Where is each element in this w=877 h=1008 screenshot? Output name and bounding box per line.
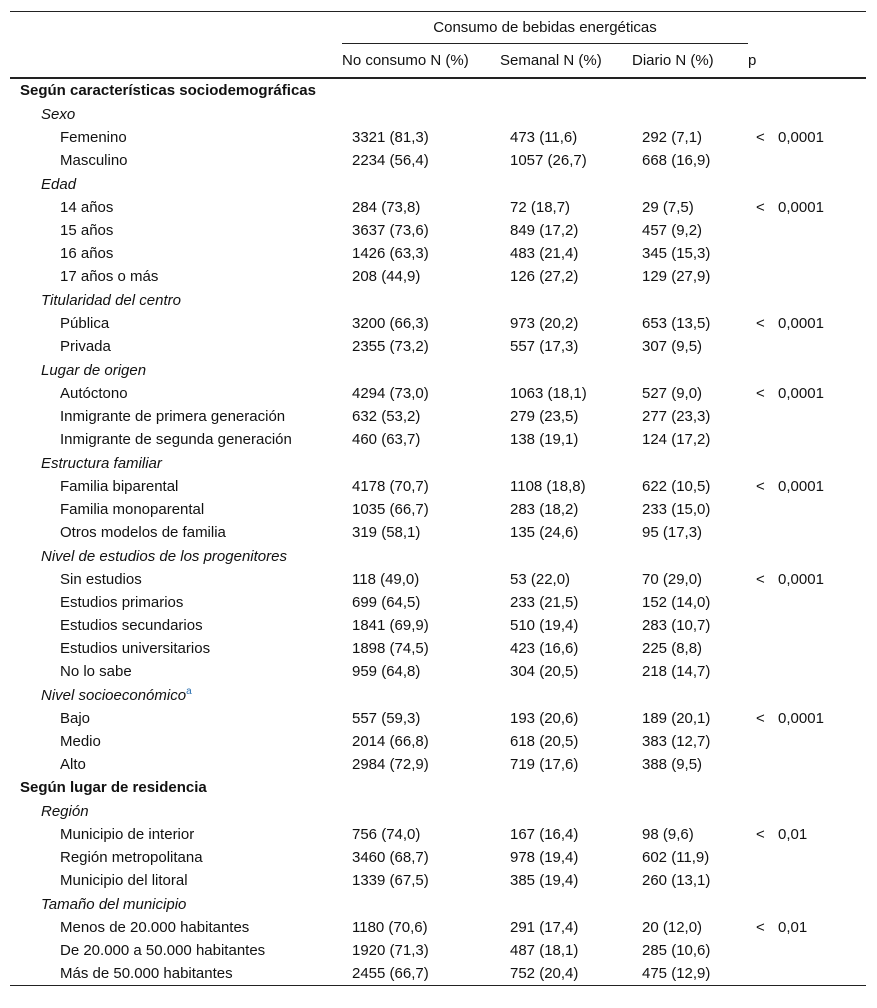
value-no-consumo: 284 (73,8)	[352, 199, 421, 216]
value-diario: 225 (8,8)	[642, 640, 703, 657]
p-value	[776, 428, 866, 451]
category-name: Titularidad del centro	[41, 291, 181, 309]
table-header	[10, 12, 866, 79]
p-value	[776, 660, 866, 683]
table-row	[10, 405, 866, 428]
table-row	[10, 521, 866, 544]
header-p: p	[748, 44, 776, 79]
p-value	[776, 846, 866, 869]
category-name: Estructura familiar	[41, 454, 162, 472]
value-no-consumo: 319 (58,1)	[352, 524, 421, 541]
value-semanal: 126 (27,2)	[510, 268, 579, 285]
row-label: Alto	[60, 756, 86, 773]
p-value	[776, 869, 866, 892]
value-diario: 20 (12,0)	[642, 919, 703, 936]
p-value	[776, 265, 866, 288]
value-semanal: 483 (21,4)	[510, 245, 579, 262]
value-diario: 602 (11,9)	[642, 849, 710, 866]
value-diario: 70 (29,0)	[642, 571, 703, 588]
p-comparator	[748, 591, 776, 614]
value-diario: 457 (9,2)	[642, 222, 703, 239]
row-label: Estudios secundarios	[60, 617, 203, 634]
row-label: 15 años	[60, 222, 114, 239]
p-comparator	[748, 660, 776, 683]
table-row	[10, 568, 866, 591]
section-title: Según características sociodemográficas	[20, 82, 316, 99]
table-row	[10, 869, 866, 892]
row-label: Inmigrante de segunda generación	[60, 431, 292, 448]
value-diario: 668 (16,9)	[642, 152, 711, 169]
p-value: 0,0001	[778, 710, 824, 727]
category-name: Nivel socioeconómico	[41, 687, 187, 704]
row-label: Femenino	[60, 129, 127, 146]
header-diario: Diario N (%)	[632, 44, 748, 79]
table-row	[10, 614, 866, 637]
p-value	[776, 614, 866, 637]
p-value: 0,01	[778, 826, 808, 843]
category-row	[10, 358, 866, 382]
table-row	[10, 707, 866, 730]
value-no-consumo: 1898 (74,5)	[352, 640, 429, 657]
section-row	[10, 776, 866, 799]
table-row	[10, 823, 866, 846]
p-value	[776, 149, 866, 172]
p-comparator: <	[756, 478, 765, 495]
category-label	[10, 102, 866, 126]
value-diario: 260 (13,1)	[642, 872, 711, 889]
value-diario: 283 (10,7)	[642, 617, 711, 634]
p-comparator	[748, 637, 776, 660]
p-comparator	[748, 753, 776, 776]
value-semanal: 557 (17,3)	[510, 338, 579, 355]
footnote-marker[interactable]: a	[186, 686, 192, 697]
table-row	[10, 196, 866, 219]
p-value	[776, 335, 866, 358]
value-semanal: 423 (16,6)	[510, 640, 579, 657]
p-value: 0,01	[778, 919, 808, 936]
value-no-consumo: 1920 (71,3)	[352, 942, 429, 959]
value-semanal: 1063 (18,1)	[510, 385, 587, 402]
p-value	[776, 405, 866, 428]
category-name: Lugar de origen	[41, 361, 147, 379]
table-row	[10, 660, 866, 683]
category-row	[10, 288, 866, 312]
category-label	[10, 172, 866, 196]
category-label	[10, 358, 866, 382]
category-name: Edad	[41, 175, 77, 193]
value-semanal: 291 (17,4)	[510, 919, 579, 936]
p-value: 0,0001	[778, 315, 824, 332]
value-diario: 277 (23,3)	[642, 408, 711, 425]
value-diario: 98 (9,6)	[642, 826, 694, 843]
value-semanal: 752 (20,4)	[500, 962, 632, 986]
table-row	[10, 149, 866, 172]
value-no-consumo: 1426 (63,3)	[352, 245, 429, 262]
energy-drinks-table	[10, 11, 866, 986]
section-row	[10, 78, 866, 102]
p-value	[776, 637, 866, 660]
p-value	[776, 219, 866, 242]
p-comparator	[748, 335, 776, 358]
p-comparator: <	[756, 710, 765, 727]
table-row	[10, 591, 866, 614]
p-value	[776, 753, 866, 776]
value-no-consumo: 557 (59,3)	[352, 710, 421, 727]
p-value: 0,0001	[778, 199, 824, 216]
p-value	[776, 962, 866, 986]
p-comparator	[748, 869, 776, 892]
category-row	[10, 102, 866, 126]
row-label: Sin estudios	[60, 571, 142, 588]
table-row	[10, 846, 866, 869]
p-value: 0,0001	[778, 571, 824, 588]
value-semanal: 283 (18,2)	[510, 501, 579, 518]
value-diario: 152 (14,0)	[642, 594, 711, 611]
category-row	[10, 799, 866, 823]
p-comparator	[748, 498, 776, 521]
row-label: Familia monoparental	[60, 501, 205, 518]
value-diario: 383 (12,7)	[642, 733, 711, 750]
header-no-consumo: No consumo N (%)	[342, 44, 500, 79]
p-value	[776, 521, 866, 544]
table-body	[10, 78, 866, 986]
table-row	[10, 637, 866, 660]
category-row	[10, 683, 866, 707]
category-name: Región	[41, 802, 89, 820]
table-row	[10, 312, 866, 335]
value-semanal: 618 (20,5)	[510, 733, 579, 750]
value-diario: 124 (17,2)	[642, 431, 711, 448]
value-semanal: 304 (20,5)	[510, 663, 579, 680]
value-diario: 189 (20,1)	[642, 710, 711, 727]
value-semanal: 473 (11,6)	[510, 129, 578, 146]
value-semanal: 167 (16,4)	[510, 826, 579, 843]
table-row	[10, 753, 866, 776]
category-name: Tamaño del municipio	[41, 895, 187, 913]
table-row	[10, 335, 866, 358]
p-value	[776, 242, 866, 265]
row-label: Bajo	[60, 710, 91, 727]
p-comparator	[748, 939, 776, 962]
value-diario: 307 (9,5)	[642, 338, 703, 355]
table-row	[10, 916, 866, 939]
p-comparator	[748, 962, 776, 986]
category-label	[10, 892, 866, 916]
value-no-consumo: 2234 (56,4)	[352, 152, 429, 169]
row-label: 16 años	[60, 245, 114, 262]
row-label: Región metropolitana	[60, 849, 203, 866]
p-value	[776, 591, 866, 614]
p-comparator: <	[756, 919, 765, 936]
value-no-consumo: 3460 (68,7)	[352, 849, 429, 866]
category-label	[10, 544, 866, 568]
p-comparator	[748, 846, 776, 869]
row-label: Municipio del litoral	[60, 872, 188, 889]
value-no-consumo: 2014 (66,8)	[352, 733, 429, 750]
p-comparator	[748, 428, 776, 451]
table-row	[10, 219, 866, 242]
value-semanal: 135 (24,6)	[510, 524, 579, 541]
row-label: Estudios universitarios	[60, 640, 211, 657]
p-comparator	[748, 265, 776, 288]
table-row	[10, 242, 866, 265]
value-no-consumo: 632 (53,2)	[352, 408, 421, 425]
p-comparator: <	[756, 826, 765, 843]
p-comparator	[748, 242, 776, 265]
value-diario: 622 (10,5)	[642, 478, 711, 495]
header-group-label: Consumo de bebidas energéticas	[342, 12, 748, 44]
value-no-consumo: 460 (63,7)	[352, 431, 421, 448]
table-row	[10, 475, 866, 498]
row-label: De 20.000 a 50.000 habitantes	[60, 942, 266, 959]
category-label	[10, 799, 866, 823]
table-row	[10, 428, 866, 451]
row-label: Menos de 20.000 habitantes	[60, 919, 250, 936]
value-diario: 388 (9,5)	[642, 756, 703, 773]
value-no-consumo: 959 (64,8)	[352, 663, 421, 680]
p-value	[776, 939, 866, 962]
value-semanal: 719 (17,6)	[510, 756, 579, 773]
p-comparator	[748, 149, 776, 172]
p-value: 0,0001	[778, 129, 824, 146]
value-diario: 29 (7,5)	[642, 199, 694, 216]
value-semanal: 849 (17,2)	[510, 222, 579, 239]
value-semanal: 973 (20,2)	[510, 315, 579, 332]
value-no-consumo: 1841 (69,9)	[352, 617, 429, 634]
row-label: Otros modelos de familia	[60, 524, 226, 541]
category-label	[10, 451, 866, 475]
p-comparator	[748, 614, 776, 637]
row-label: Autóctono	[60, 385, 128, 402]
header-semanal: Semanal N (%)	[500, 44, 632, 79]
p-comparator: <	[756, 129, 765, 146]
value-semanal: 138 (19,1)	[510, 431, 579, 448]
p-comparator: <	[756, 385, 765, 402]
table-row	[10, 126, 866, 149]
row-label: No lo sabe	[60, 663, 132, 680]
value-no-consumo: 2984 (72,9)	[352, 756, 429, 773]
p-comparator	[748, 219, 776, 242]
p-comparator	[748, 521, 776, 544]
value-no-consumo: 118 (49,0)	[352, 571, 420, 588]
p-comparator	[748, 730, 776, 753]
value-no-consumo: 756 (74,0)	[352, 826, 421, 843]
value-diario: 233 (15,0)	[642, 501, 711, 518]
row-label: Más de 50.000 habitantes	[10, 962, 342, 986]
p-comparator	[748, 405, 776, 428]
value-semanal: 279 (23,5)	[510, 408, 579, 425]
value-no-consumo: 208 (44,9)	[352, 268, 421, 285]
value-semanal: 510 (19,4)	[510, 617, 579, 634]
value-no-consumo: 1035 (66,7)	[352, 501, 429, 518]
value-diario: 129 (27,9)	[642, 268, 711, 285]
header-empty-cell	[10, 12, 342, 44]
row-label: Masculino	[60, 152, 128, 169]
p-comparator: <	[756, 571, 765, 588]
row-label: Privada	[60, 338, 111, 355]
value-no-consumo: 1180 (70,6)	[352, 919, 428, 936]
value-diario: 653 (13,5)	[642, 315, 711, 332]
row-label: Municipio de interior	[60, 826, 195, 843]
value-no-consumo: 3637 (73,6)	[352, 222, 429, 239]
row-label: Medio	[60, 733, 101, 750]
value-semanal: 1057 (26,7)	[510, 152, 587, 169]
value-diario: 95 (17,3)	[642, 524, 703, 541]
p-value: 0,0001	[778, 385, 824, 402]
value-diario: 218 (14,7)	[642, 663, 711, 680]
data-table-container	[10, 11, 866, 986]
value-semanal: 487 (18,1)	[510, 942, 579, 959]
value-semanal: 193 (20,6)	[510, 710, 579, 727]
value-semanal: 53 (22,0)	[510, 571, 571, 588]
value-no-consumo: 699 (64,5)	[352, 594, 421, 611]
value-semanal: 978 (19,4)	[510, 849, 579, 866]
category-row	[10, 892, 866, 916]
row-label: Pública	[60, 315, 110, 332]
category-row	[10, 544, 866, 568]
category-label	[10, 288, 866, 312]
table-row	[10, 730, 866, 753]
table-row	[10, 498, 866, 521]
p-value: 0,0001	[778, 478, 824, 495]
p-comparator: <	[756, 315, 765, 332]
section-title: Según lugar de residencia	[20, 779, 207, 796]
value-no-consumo: 4294 (73,0)	[352, 385, 429, 402]
value-diario: 345 (15,3)	[642, 245, 711, 262]
p-comparator: <	[756, 199, 765, 216]
category-name: Sexo	[41, 105, 76, 123]
category-row	[10, 172, 866, 196]
row-label: Estudios primarios	[60, 594, 184, 611]
value-semanal: 233 (21,5)	[510, 594, 579, 611]
value-no-consumo: 3200 (66,3)	[352, 315, 429, 332]
value-diario: 475 (12,9)	[632, 962, 748, 986]
row-label: Inmigrante de primera generación	[60, 408, 286, 425]
value-no-consumo: 2355 (73,2)	[352, 338, 429, 355]
category-label	[10, 683, 866, 707]
row-label: 14 años	[60, 199, 114, 216]
value-no-consumo: 1339 (67,5)	[352, 872, 429, 889]
p-value	[776, 498, 866, 521]
value-no-consumo: 4178 (70,7)	[352, 478, 429, 495]
row-label: 17 años o más	[60, 268, 159, 285]
table-row	[10, 382, 866, 405]
value-semanal: 385 (19,4)	[510, 872, 579, 889]
category-name: Nivel de estudios de los progenitores	[41, 547, 287, 565]
category-row	[10, 451, 866, 475]
table-row	[10, 939, 866, 962]
table-row	[10, 265, 866, 288]
p-value	[776, 730, 866, 753]
row-label: Familia biparental	[60, 478, 179, 495]
value-semanal: 1108 (18,8)	[510, 478, 586, 495]
value-diario: 292 (7,1)	[642, 129, 703, 146]
value-diario: 285 (10,6)	[642, 942, 711, 959]
value-no-consumo: 3321 (81,3)	[352, 129, 429, 146]
table-row	[10, 962, 866, 986]
value-diario: 527 (9,0)	[642, 385, 703, 402]
value-no-consumo: 2455 (66,7)	[342, 962, 500, 986]
value-semanal: 72 (18,7)	[510, 199, 571, 216]
